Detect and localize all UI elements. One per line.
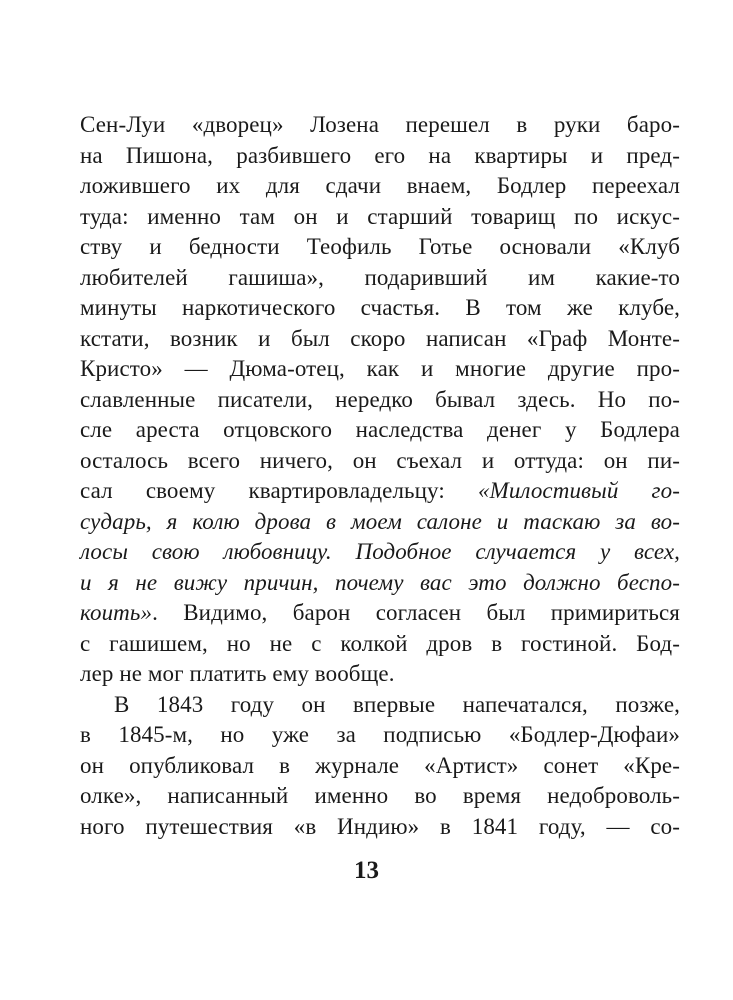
text-line (80, 568, 680, 599)
text-line (80, 476, 680, 507)
text-line (80, 110, 680, 141)
text-line (80, 781, 680, 812)
italic-quote-segment: лосы свою любовницу. Подобное случается у всех, (80, 539, 680, 564)
text-segment: В 1843 году он впервые напечатался, позже, (114, 691, 680, 717)
text-line (80, 415, 680, 446)
text-line (80, 446, 680, 477)
text-line (80, 324, 680, 355)
text-segment: кстати, возник и был скоро написан «Граф Монте- (80, 325, 680, 351)
text-line (80, 141, 680, 172)
text-segment: Сен-Луи «дворец» Лозена перешел в руки баро- (80, 112, 680, 137)
text-segment: сле ареста отцовского наследства денег у Бодлера (80, 417, 680, 442)
text-segment: сал своему квартировладельцу: (80, 478, 478, 503)
italic-quote-segment: коить» (80, 600, 153, 625)
text-segment: олке», написанный именно во время недоброволь- (80, 783, 680, 808)
text-line (80, 720, 680, 751)
text-segment: в 1845-м, но уже за подписью «Бодлер-Дюфаи» (80, 722, 680, 747)
text-line (80, 690, 680, 721)
text-segment: лер не мог платить ему вообще. (80, 661, 395, 686)
body-text (80, 110, 680, 842)
text-line (80, 537, 680, 568)
italic-quote-segment: сударь, я колю дрова в моем салоне и таскаю за во- (80, 508, 680, 534)
page-number: 13 (354, 857, 379, 884)
text-line (80, 232, 680, 263)
text-segment: любителей гашиша», подаривший им какие-то (80, 264, 680, 290)
text-segment: туда: именно там он и старший товарищ по искус- (80, 203, 680, 229)
text-line (80, 659, 680, 690)
text-line (80, 751, 680, 782)
text-segment: ложившего их для сдачи внаем, Бодлер переехал (80, 173, 680, 198)
italic-quote-segment: и я не вижу причин, почему вас это должно беспо- (80, 569, 680, 595)
text-line (80, 385, 680, 416)
text-segment: ного путешествия «в Индию» в 1841 году, — со- (80, 813, 680, 839)
text-line (80, 507, 680, 538)
text-segment: славленные писатели, нередко бывал здесь. Но по- (80, 386, 680, 412)
text-segment: Кристо» — Дюма-отец, как и многие другие про- (80, 356, 680, 381)
text-line (80, 598, 680, 629)
text-line (80, 171, 680, 202)
text-segment: минуты наркотического счастья. В том же клубе, (80, 295, 680, 320)
text-line (80, 202, 680, 233)
text-line (80, 263, 680, 294)
text-line (80, 812, 680, 843)
text-line (80, 293, 680, 324)
text-segment: с гашишем, но не с колкой дров в гостиной. Бод- (80, 630, 680, 656)
text-segment: он опубликовал в журнале «Артист» сонет «Кре- (80, 752, 680, 778)
text-segment: осталось всего ничего, он съехал и оттуда: он пи- (80, 447, 680, 473)
text-line (80, 629, 680, 660)
text-segment: . Видимо, барон согласен был примириться (152, 600, 680, 625)
italic-quote-segment: «Милостивый го- (477, 478, 680, 503)
text-segment: ству и бедности Теофиль Готье основали «Клуб (80, 234, 680, 259)
text-line (80, 354, 680, 385)
text-segment: на Пишона, разбившего его на квартиры и пред- (80, 142, 680, 168)
